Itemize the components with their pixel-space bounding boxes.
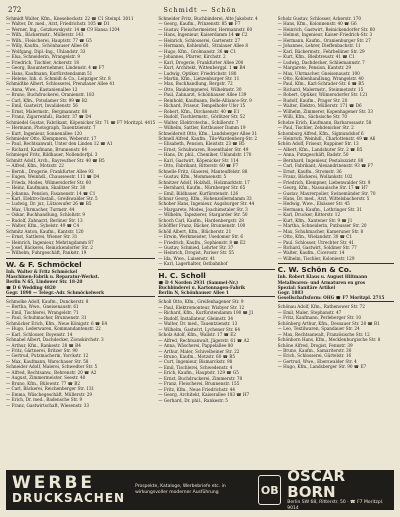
firm-detail-line: Maschinen-Fabrik u. Reparatur-Werkst. <box>6 274 100 280</box>
directory-entry: Scholz Adolf, Kfm., Wallstr. 17 ☎ E2 <box>158 332 236 338</box>
directory-entry: — Bruno, Kaufm., Samariterstr. 30 <box>277 348 352 354</box>
directory-entry: — Hans, Kfm., Kolonnenstr. 40 ☎ G6 <box>277 21 357 27</box>
directory-entry: — Arthur, Maler, Schivelbeiner Str. 22 <box>158 348 240 354</box>
directory-entry: — Karl, Gastwirt, Köpenicker Str. 114 <box>158 157 239 163</box>
directory-entry: Scholz Gustav, Schlosser, Ackerstr. 170 <box>277 16 362 21</box>
directory-entry: — Erich, Dr. med., Badensche Str. 9 <box>6 397 83 403</box>
directory-entry: — Hermann, Kaufm., Oranienburger Str. 27 <box>277 37 371 43</box>
directory-entry: Schöne Alfred, Drogist, Fennstr. 39 <box>277 342 353 348</box>
directory-entry: Schneidereit Otto, Kfm., Landsberger Allee 31 <box>158 130 258 136</box>
directory-entry: — Erich, Schlosserei, Gürtelstr. 16 <box>277 353 352 359</box>
directory-entry: — Otto, Fabrikant, Ritterstr. 60 ☎ F7 <box>158 163 239 169</box>
directory-entry: — Richard, Malermstr., Steinmetzstr. 15 <box>277 86 364 92</box>
advertisement-banner <box>6 467 394 511</box>
directory-entry: — Fritz, Gärtnerei, Britzer Str. 90 <box>6 348 78 354</box>
directory-entry: Schmieder Otto, Klempnerei, Weberstr. 17 <box>6 135 97 141</box>
directory-entry: Schmitt Adolf, Arch., Bayreuther Str. 40 ☎ B5 <box>6 157 105 163</box>
directory-entry: Schnitzer Adolf, Holzhdl., Holzmarktstr. 17 <box>158 179 250 185</box>
firm-name: C. W. Schön & Co. <box>277 265 352 275</box>
directory-entry: — Carl, Kfm., Potsdamer Str. 99 ☎ B2 <box>6 97 88 103</box>
directory-entry: Scholze Erich, Kaufmann, Barbarossastr. 58 <box>277 119 372 125</box>
column-3 <box>278 16 394 464</box>
directory-entry: Schneider Fritz, Buchbinderei, Alte Jakobstr. 4 <box>158 16 258 21</box>
firm-detail-line: ☎ D 4 Norden 2931 (Sammel-Nr.) <box>158 279 239 285</box>
directory-entry: — Emil, Tischlerei, Wrangelstr. 71 <box>6 309 79 315</box>
directory-entry: — Wilhelm, Gastwirt, Lychener Str. 64 <box>158 326 241 332</box>
directory-entry: — Elisabeth, Pension, Kleiststr. 23 ☎ B5 <box>158 141 245 147</box>
directory-entry: — Rudolf, Tischlermstr., Görlitzer Str. 52 <box>158 114 246 120</box>
directory-entry: — Erich, Kaufm., Hauptstr. 129 ☎ G5 <box>158 370 239 376</box>
ad-brand: OSCAR BORN <box>287 467 346 501</box>
directory-entry: — Walter, Dr. med., Tauentzienstr. 13 <box>158 321 238 327</box>
directory-entry: — Max, Rechtsanwalt, Französische Str. 12 <box>277 331 370 337</box>
directory-entry: — Richard, Kaufmann, Brunnenstr. 64 <box>6 146 87 152</box>
directory-entry: — Elsa, Schneiderin, Wrangelstr. 9 <box>6 54 81 60</box>
directory-entry: — Ernst, Schuhwaren, Rosenthaler Str. 49 <box>158 146 249 152</box>
directory-entry: — August, Zimmermeister, Seestr. 40 <box>6 375 86 381</box>
directory-entry: — Gustav, Fleischermeister, Hermannstr. 60 <box>158 26 253 32</box>
ad-address: Berlin SW 68, Ritterstr. 50 · ☎ F7 Moritzpl. 9014 <box>287 500 384 511</box>
directory-entry: — Karl, Bäckermstr., Fehrbelliner Str. 29 <box>277 48 365 54</box>
directory-entry: — Margarete, Modes, Joachimstaler Str. 3 <box>158 206 248 212</box>
firm-detail-line: Berlin N 65, Lindower Str. 18-20 <box>6 279 83 285</box>
directory-entry: Schoch Carl, Kaufm., Hardenbergstr. 28 <box>158 217 244 223</box>
firm-name: W. & F. Schmöckel <box>6 259 82 269</box>
directory-entry: — Heinrich, Gastwirt, Reinickendorfer Str. 60 <box>277 26 376 32</box>
directory-entry: — Bruno, Buchdruckerei, Oranienstr. 183 <box>6 92 95 98</box>
directory-entry: — Friedrich, Kaufm., Sophienstr. 8 ☎ E2 <box>158 239 246 245</box>
directory-entry: — Otto, Kohlenhandlung, Wrangelstr. 40 <box>277 75 364 81</box>
directory-entry: — Wilhelm, Tapezierer, Stargarder Str. 50 <box>158 212 248 218</box>
directory-entry: — Paul, Kfm., Karl-Schrader-Str. 6 ☎ B5 <box>277 81 365 87</box>
directory-entry: — Rudolf, Kaufm., Prager Str. 20 <box>277 97 348 103</box>
directory-entry: — Anna, Wäscherei, Pappelallee 80 <box>158 343 234 349</box>
firm-listing-box <box>278 263 394 302</box>
directory-entry: Schnell Alfred, Kaufm., Tile-Wardenberg-Str. 2 <box>158 135 258 141</box>
directory-entry: Schönberg Arthur, Kfm., Dessauer Str. 28 ☎ B1 <box>277 320 380 326</box>
directory-entry: — Wilhelm, Tischler, Koloniestr. 129 <box>277 255 355 261</box>
directory-entry: Schnabel Albert, Dachdecker, Zionskirchstr. 3 <box>6 337 104 343</box>
directory-entry: — Robert, Kfm., Dircksenstr. 40 ☎ E1 <box>158 108 240 114</box>
ad-headline-werbe: WERBE <box>12 473 96 493</box>
directory-entry: Schmolke Adolf, Kaufm., Dunckerstr. 8 <box>6 298 89 304</box>
directory-entry: Schober Hans, Ingenieur, Augsburger Str. 44 <box>158 201 255 207</box>
directory-entry: — Franz, Zigarrenhdl., Badstr. 37 ☎ D4 <box>6 114 92 120</box>
firm-detail-line: Inh. Walter & Fritz Schmöckel <box>6 268 78 274</box>
page-header <box>8 4 392 16</box>
directory-entry: — Walter, Kaufm., Cicerostr. 14 <box>277 250 345 256</box>
firm-listing-box <box>6 258 155 297</box>
directory-entry: — Heinz, Kaufmann, Skalitzer Str. 30 <box>6 185 86 191</box>
directory-entry: — Max, Buchhandlung, Bergstr. 72 <box>158 81 233 87</box>
directory-entry: — Martha, Schneiderin, Putbusser Str. 20 <box>277 223 367 229</box>
directory-entry: — Bernhard, Ingenieur, Pestalozzistr. 88 <box>277 157 364 163</box>
directory-entry: — Alfred, Kfm., Motzstr. 22 <box>6 163 64 169</box>
directory-entry: — Ludwig, Dachdecker, Schliemannstr. 7 <box>277 59 365 65</box>
directory-entry: — Robert, Optiker, Wilmersdorfer Str. 121 <box>277 92 368 98</box>
directory-entry: — Emma, Wäschegeschäft, Müllerstr. 29 <box>6 391 93 397</box>
directory-entry: Schmücker Erich, Kfm., Neue Königstr. 6 ☎ E4 <box>6 320 108 326</box>
firm-listing-box <box>158 269 274 298</box>
directory-entry: — Ernst, Buchdruckerei, Zimmerstr. 78 <box>158 375 243 381</box>
directory-entry: — Franz, Fleischerei, Brunnenstr. 155 <box>158 381 240 387</box>
directory-entry: — Gustav, Kfm., Mommsenstr. 5 <box>158 174 227 180</box>
directory-entry: Schmitz Anton, Kaufm., Kantstr. 120 <box>6 228 84 234</box>
directory-entry: — Johannes, Lehrer, Dieffenbachstr. 11 <box>277 43 361 49</box>
directory-entry: — Heinrich, Schlosserei, Gartenstr. 27 <box>158 37 241 43</box>
directory-entry: — Bernh., Drogerie, Frankfurter Allee 93 <box>6 168 94 174</box>
directory-columns <box>6 16 394 464</box>
directory-entry: — Bruno, Kaufm., Motzstr. 60 ☎ B5 <box>158 353 236 359</box>
directory-entry: Schnelle Fritz, Glaserei, Manteuffelstr. 88 <box>158 168 248 174</box>
directory-entry: — Walter, Kfm., Sybelstr. 49 ☎ C4 <box>6 223 80 229</box>
directory-entry: — Kurt, Kfm., Xantener Str. 9 ☎ J1 <box>277 217 353 223</box>
page-number: 272 <box>8 6 22 14</box>
directory-entry: — Wilh., Fleischerei, Hauptstr. 77 ☎ G5 <box>6 37 92 43</box>
directory-entry: — Walter, Elektro, Müllerstr. 171 ☎ D6 <box>277 103 362 109</box>
directory-entry: — Emil, Gastwirt, Invalidenstr. 56 <box>6 103 78 109</box>
directory-entry: — Emil, Bildhauer, Kurfürstenstr. 126 <box>158 190 239 196</box>
directory-entry: — Paul, Schuhmacher, Brunnenstr. 31 <box>6 315 87 321</box>
firm-detail-line: Metallwaren- und Armaturen en gros <box>277 279 366 285</box>
firm-detail-line: Gegr. 1883 <box>277 290 304 295</box>
firm-detail-line: Spezial: Sanitäre Artikel <box>277 284 336 290</box>
directory-entry: Schöll Albert, Kfm., Blücherstr. 21 <box>158 228 232 234</box>
directory-entry: — Georg, Kfm., Nassauische Str. 17 ☎ H7 <box>277 185 368 191</box>
directory-entry: — Alfred, Rechtsanwalt, Jägerstr. 61 ☎ A2 <box>158 337 250 343</box>
directory-entry: Schmidt Walter, Kfm., Knesebeckstr. 22 ☎ C1 Steinpl. 3011 <box>6 16 134 21</box>
directory-entry: — Johanna, Pension, Fasanenstr. 14 ☎ C1 <box>6 190 96 196</box>
directory-entry: — Erwin, Werkmeister, Usedomer Str. 6 <box>158 234 244 240</box>
firm-detail-line: Buchbinderei u. Kartonnagen-Fabrik <box>158 285 246 291</box>
directory-entry: — Richard, Gastwirt, Soldiner Str. 77 <box>277 245 357 251</box>
ad-company <box>287 468 394 512</box>
directory-entry: — Max, Kaufmann, Warschauer Str. 58 <box>6 358 89 364</box>
directory-entry: Schmiegel Fritz, Bildhauer, Nollendorfpl. 3 <box>6 152 98 158</box>
directory-entry: — Kurt, Kfm., Bleibtreustr. 41 ☎ C1 <box>277 54 355 60</box>
directory-entry: — Frieda, Modes, Wilmersdorfer Str. 60 <box>6 179 92 185</box>
directory-entry: Scholl Otto, Kfm., Greifenhagener Str. 9 <box>158 299 244 305</box>
directory-entry: — Paul, Rechtsanwalt, Unter den Linden 12 ☎ A1 <box>6 141 113 147</box>
directory-entry: — Paul, Zahnarzt, Schönhauser Allee 139 <box>158 92 247 98</box>
directory-entry: — Hugo, Lederwaren, Kommandantenstr. 22 <box>6 326 101 332</box>
directory-entry: — Friedrich, Klempner, Liebenwalder Str. 9 <box>277 179 371 185</box>
directory-entry: — Bertha, Wwe., Gneisenaustr. 61 <box>6 304 79 310</box>
directory-entry: — Gertrud, Putzmacherin, Yorckstr. 12 <box>6 353 89 359</box>
running-title: Schmidt — Schön <box>163 6 237 14</box>
directory-entry: — Karl, Elektro-Install., Greifswalder Str. 5 <box>6 195 98 201</box>
directory-entry: — Hermann, Kaufm., Lothringer Str. 31 <box>277 206 362 212</box>
directory-entry: — Gustav, Schmied, Lehrter Str. 37 <box>158 245 234 251</box>
directory-entry: — Hans, Ingenieur, Kaiserdamm 14 ☎ C2 <box>158 32 248 38</box>
directory-entry: Schönau Adolf, Kfm., Rathenower Str. 72 <box>277 304 365 310</box>
directory-entry: — Max, Uhrmacher, Gneisenaustr. 100 <box>277 70 360 76</box>
directory-entry: — Hermann, Photograph, Tauentzienstr. 7 <box>6 125 96 131</box>
directory-entry: — Wolfgang, Dipl.-Ing., Uhlandstr. 33 <box>6 48 86 54</box>
directory-entry: — Kurt, Ingenieur, Sonnenallee 120 <box>6 130 82 136</box>
directory-entry: Schöffler Franz, Bäcker, Brunnenstr. 100 <box>158 223 246 229</box>
directory-entry: — Albert, Kfm., Landshuter Str. 2 ☎ B5 <box>277 146 363 152</box>
directory-entry: — Walter, Dr. med., Arzt, Friedrichstr. 105 ☎ D1 <box>6 21 110 27</box>
directory-entry: — Otto, Kfm., Wielandstr. 30 ☎ C1 <box>277 234 353 240</box>
directory-entry: — Oskar, Buchhandlung, Schloßstr. 9 <box>6 212 86 218</box>
column-2 <box>158 16 274 464</box>
directory-entry: — Heinrich, Ingenieur, Mehringdamm 87 <box>6 239 94 245</box>
directory-entry: — Carl, Fabrikant, Alexandrinenstr. 93 ☎ F7 <box>277 163 374 169</box>
directory-entry: — Emil, Tischlerei, Schwedenstr. 4 <box>158 364 233 370</box>
directory-entry: Schnur Georg, Kfm., Hohenzollerndamm 33 <box>158 195 252 201</box>
column-1 <box>6 16 155 464</box>
directory-entry: Schneider Adolf, Malerei, Schwedter Str. 5 <box>6 364 98 370</box>
directory-entry: — Hedwig, Wwe., Elsässer Str. 45 <box>277 201 350 207</box>
directory-entry: — Paul, Schlosser, Utrechter Str. 41 <box>277 239 355 245</box>
ad-headline-drucksachen: DRUCKSACHEN <box>12 491 126 505</box>
directory-entry: — Wilh., Bäckermstr., Müllerstr. 143 <box>6 32 84 38</box>
ad-headline <box>12 475 125 505</box>
directory-entry: — Werner, Ing., Gotzkowskystr. 14 ☎ C9 Hansa 1204 <box>6 26 120 32</box>
directory-entry: — Leo, Textilwaren, Spandauer Str. 24 <box>277 326 360 332</box>
directory-entry: — Georg, Kaufm., Prinzenstr. 85 ☎ F7 <box>158 21 241 27</box>
directory-entry: — Carl, Bäckerei, Reichenberger Str. 131 <box>6 386 95 392</box>
directory-entry: — Max, Schuhmacher, Kameruner Str. 8 <box>277 228 364 234</box>
directory-entry: — Martin, Kfm., Lietzenburger Str. 11 <box>158 75 240 81</box>
firm-detail-line: Gesellschaftsform: OHG ☎ F7 Moritzpl. 2715 <box>277 295 385 301</box>
directory-entry: — Rudolf, Installateur, Gleimstr. 34 <box>158 315 234 321</box>
directory-entry: Schön Adolf, Friseur, Ruppiner Str. 13 <box>277 141 359 147</box>
directory-entry: — Hans, Dr. phil., Chemiker, Uhlandstr. 170 <box>158 152 252 158</box>
directory-entry: — Willi, Kfm., Sächsische Str. 70 <box>277 114 348 120</box>
directory-entry: — Ernst, Sattlerei, Wiener Str. 31 <box>6 234 78 240</box>
directory-entry: — Kurt, Architekt, Wittenbergpl. 1 ☎ B4 <box>158 65 246 71</box>
directory-entry: — Arthur, Kfm., Rankestr. 28 ☎ B4 <box>6 342 81 348</box>
directory-entry: — Helmut, Ingenieur, Kaiser-Friedrich-Str. 3 <box>277 32 373 38</box>
directory-entry: — Otto, Bauklempnerei, Wilhelmstr. 30 <box>158 86 242 92</box>
directory-entry: — Wilhelm, Zimmerer, Kopenhagener Str. 33 <box>277 108 373 114</box>
directory-entry: — Bernhard, Kaufm., Nürnberger Str. 65 <box>158 185 246 191</box>
directory-entry: — Hermann, Kohlenhdl., Stralauer Allee 8 <box>158 43 248 49</box>
directory-entry: — Helene, Inh. d. Schmidt & Co., Leipziger Str. 8 <box>6 75 111 81</box>
directory-entry: — Margarete, Pension, Kantstr. 29 <box>277 65 351 71</box>
directory-entry: Schmidtke Albert, Schlosserei, Prenzlauer Allee 41 <box>6 81 115 87</box>
directory-entry: — Georg, Bauunternehmer, Lindenstr. 4 ☎ F7 <box>6 65 105 71</box>
directory-entry: — Josef, Bäckerei, Reinickendorfer Str. 2 <box>6 245 93 251</box>
directory-entry: — Georg, Architekt, Kaiserallee 183 ☎ H7 <box>158 392 250 398</box>
firm-detail-line: Inh. Robert Klaus u. August Hiltmann <box>277 274 368 280</box>
directory-entry: — Hans, Dr. med., Arzt, Wittelsbacherstr. 5 <box>277 195 370 201</box>
directory-entry: — Hugo, Kfm., Grolmanstr. 36 ☎ C1 <box>158 48 237 54</box>
directory-entry: — Bruno, Kfm., Bülowstr. 77 ☎ B2 <box>6 380 81 386</box>
directory-entry: — Ludwig, Dr. jur., Lützowufer 26 ☎ B5 <box>6 201 92 207</box>
directory-entry: — Johannes, Pfarrer, Kirchstr. 2 <box>158 54 226 60</box>
directory-entry: — Richard, Friseur, Tempelhofer Ufer 15 <box>158 103 246 109</box>
directory-entry: — Reinhold, Kaufmann, Belle-Alliance-Str. 9 <box>158 97 252 103</box>
directory-entry: — Ernst, Malermstr., Bergmannstr. 88 <box>6 108 88 114</box>
ad-body: Prospekte, Kataloge, Werbebriefe etc. in wirkungsvoller moderner Ausführung <box>135 484 226 495</box>
directory-entry: — Ludwig, Optiker, Friedrichstr. 180 <box>158 70 237 76</box>
directory-entry: — Eugen, Weinhdl., Chausseestr. 111 ☎ D4 <box>6 174 100 180</box>
directory-entry: — Paul, Tischler, Zehdenicker Str. 2 <box>277 125 354 131</box>
directory-entry: — Ernst, Kaufm., Stromstr. 36 <box>277 168 342 174</box>
directory-entry: — Gerhard, Dr. phil., Rankestr. 5 <box>158 397 228 403</box>
directory-entry: Schönborn Hans, Kfm., Mecklenburgische Str. 8 <box>277 337 381 343</box>
directory-entry: — Walter, Elektrotechn., Schillerstr. 7 <box>158 119 239 125</box>
directory-entry: — Rudolf, Zahnarzt, Berliner Str. 13 <box>6 217 83 223</box>
directory-entry: — Karl, Schlosser, Boyenstr. 14 <box>6 331 73 337</box>
directory-entry: — Fritz, Kaufmann, Perleberger Str. 10 <box>277 315 362 321</box>
directory-entry: — Heinrich, Weinhdl., Charlottenstr. 49 ☎ A6 <box>277 135 376 141</box>
directory-entry: — Richard, Kfm., Kurfürstendamm 190 ☎ J1 <box>158 310 254 316</box>
directory-entry: — Paul, Elektromonteur, Wisbyer Str. 12 <box>158 304 245 310</box>
directory-entry: — Alfred, Rechtsanw., Behrenstr. 20 ☎ A2 <box>6 369 97 375</box>
directory-entry: — Karl, Drucker, Ritterstr. 12 <box>277 212 341 218</box>
directory-entry: — Wilhelm, Fuhrgeschäft, Pankstr. 19 <box>6 250 87 256</box>
directory-entry: — Ida, Wwe., Luisenstr. 41 <box>158 255 216 261</box>
directory-entry: Schomburg Alfred, Kfm., Sigmundshof 6 <box>277 130 364 136</box>
firm-detail-line: ☎ D 6 Wedding 4820 <box>6 284 56 290</box>
directory-entry: — Emil, Maler, Stephanstr. 47 <box>277 309 342 315</box>
firm-detail-line: Gegr. 1898 — Telegr.-Adr. Schmöckelwerk <box>6 289 105 295</box>
directory-entry: Schmiedel Gustav, Fabrikant, Köpenicker Str. 71 ☎ F7 Moritzpl. 4415 <box>6 119 156 125</box>
directory-entry: — Wilhelm, Sattler, Kottbusser Damm 19 <box>158 125 246 131</box>
directory-entry: — Fritz, Kfm., Neue Friedrichstr. 44 <box>158 386 236 392</box>
directory-entry: — Max, Uhrmacher, Turmstr. 44 <box>6 206 75 212</box>
directory-entry: — Karl, Lagerhalter, Ostbahnhof <box>158 261 228 267</box>
directory-entry: — Franz, Bäckerei, Wollankstr. 102 <box>277 174 353 180</box>
directory-entry: — Willy, Kaufm., Schönhauser Allee 60 <box>6 43 89 49</box>
directory-entry: — Anna, Wwe., Kastanienallee 12 <box>6 86 78 92</box>
directory-entry: — Franz, Gastwirtschaft, Wiesenstr. 33 <box>6 402 90 408</box>
directory-entry: — Hugo, Kfm., Landsberger Str. 90 ☎ E7 <box>277 364 367 370</box>
directory-entry: — Gustav, Maurerpolier, Swinemünder Str. 70 <box>277 190 376 196</box>
firm-detail-line: Berlin N, Schönhauser Allee 1 <box>158 290 229 296</box>
ad-logo: OB <box>258 475 281 505</box>
directory-entry: — Anna, Putzgeschäft, Badstr. 50 <box>277 152 349 158</box>
firm-name: H. C. Scholl <box>158 270 206 280</box>
directory-entry: — Friedrich, Tischler, Ackerstr. 18 <box>6 59 80 65</box>
directory-entry: — Heinrich, Drogist, Pariser Str. 55 <box>158 250 234 256</box>
directory-entry: — Hans, Kaufmann, Kurfürstendamm 51 <box>6 70 93 76</box>
directory-entry: — Curt, Ingenieur, Bismarckstr. 98 <box>158 359 233 365</box>
directory-entry: — Karl, Drogerie, Frankfurter Allee 200 <box>158 59 244 65</box>
directory-entry: — Gertrud, Wwe., Eberswalder Str. 4 <box>277 358 357 364</box>
